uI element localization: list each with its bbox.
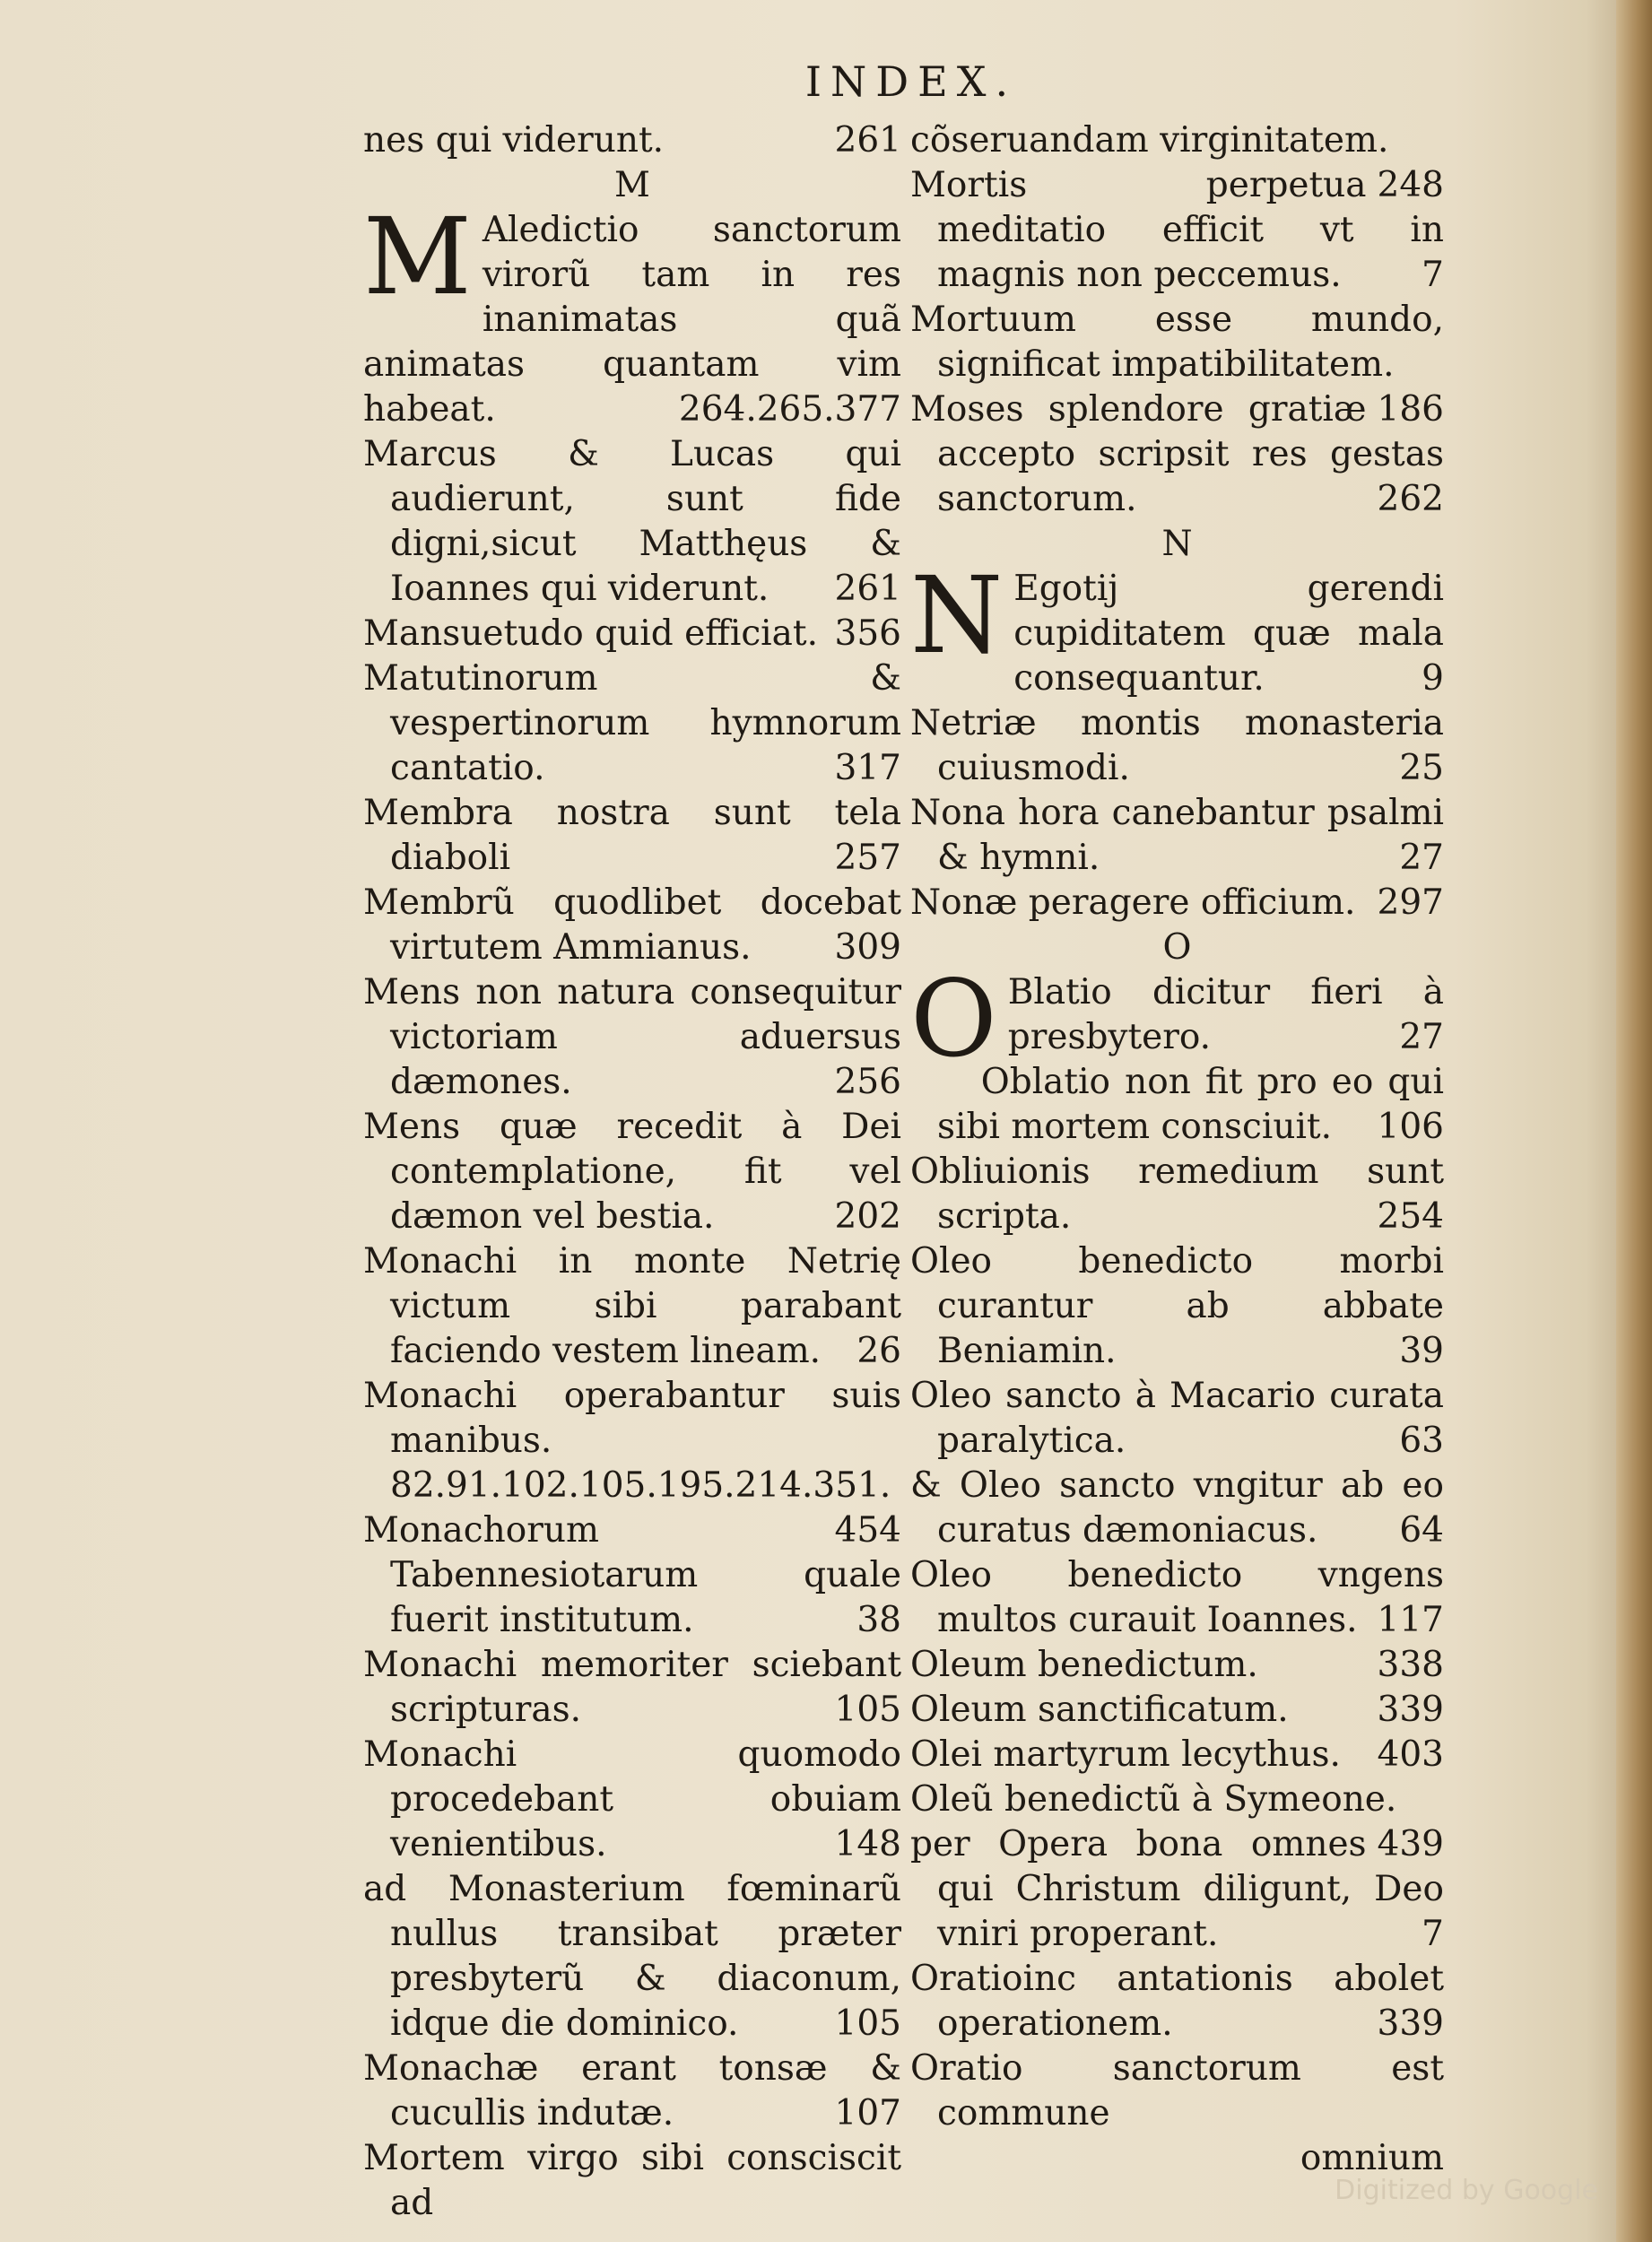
page-reference: 7: [1422, 255, 1444, 295]
index-entry: [363, 970, 901, 1105]
entry-text: Aledictio sanctorum virorũ tam in res inanimatas quã animatas quantam vim habeat.: [363, 210, 901, 430]
index-entry: [910, 1733, 1444, 1777]
entry-text: Oleum sanctificatum.: [910, 1690, 1289, 1730]
page-reference: 297: [1377, 882, 1444, 923]
page-reference: 186: [1377, 389, 1444, 430]
index-entry: [363, 1508, 901, 1643]
index-entry: [910, 1822, 1444, 1957]
index-entry: [363, 656, 901, 791]
page-reference: 117: [1377, 1600, 1444, 1640]
page-reference: 148: [834, 1824, 901, 1864]
page-reference: 9: [1422, 658, 1444, 699]
page-reference: 7: [1422, 1914, 1444, 1954]
entry-text: Blatio dicitur fieri à presbytero.: [1007, 972, 1444, 1057]
entry-text: Oratio sanctorum est commune: [910, 2048, 1444, 2133]
index-entry: [363, 881, 901, 970]
entry-text: Mansuetudo quid efficiat.: [363, 613, 818, 654]
page-reference: 107: [834, 2093, 901, 2133]
entry-text: Nonæ peragere officium.: [910, 882, 1356, 923]
entry-text: nes qui viderunt.: [363, 120, 665, 161]
index-entry: [910, 387, 1444, 522]
index-column-left: [363, 118, 901, 2223]
index-entry: [910, 1150, 1444, 1239]
index-entry: [363, 1643, 901, 1733]
index-entry: [910, 1553, 1444, 1643]
section-letter: M: [614, 165, 650, 205]
index-entry: [910, 163, 1444, 298]
entry-text: Oleo sancto à Macario curata paralytica.: [910, 1376, 1444, 1461]
section-letter: N: [1161, 524, 1193, 564]
index-entry: [910, 118, 1444, 205]
index-entry: [363, 1733, 901, 1867]
page-reference: 338: [1377, 1645, 1444, 1685]
page-reference: 105: [834, 1690, 901, 1730]
page-reference: 248: [1377, 165, 1444, 205]
entry-text: Moses splendore gratiæ accepto scripsit res gestas sanctorum.: [910, 389, 1444, 519]
book-spine: [1616, 0, 1652, 2242]
drop-cap: N: [910, 553, 1004, 677]
entry-text: Egotij gerendi cupiditatem quæ mala consequantur.: [1013, 569, 1444, 699]
index-entry: [363, 612, 901, 656]
entry-text: Monachi memoriter sciebant scripturas.: [363, 1645, 901, 1730]
index-entry: [910, 298, 1444, 430]
page-reference: 261: [834, 569, 901, 609]
entry-text: Marcus & Lucas qui audierunt, sunt fide digni,sicut Matthęus & Ioannes qui viderunt.: [363, 434, 901, 609]
index-entry: [910, 957, 1444, 1081]
index-entry: [910, 791, 1444, 881]
entry-text: Mens quæ recedit à Dei contemplatione, fit vel dæmon vel bestia.: [363, 1107, 901, 1237]
entry-text: per Opera bona omnes qui Christum diligunt, Deo vniri properant.: [910, 1824, 1444, 1954]
index-entry: [910, 1464, 1444, 1553]
entry-text: cõseruandam virginitatem.: [910, 120, 1389, 161]
entry-text: Monachorum Tabennesiotarum quale fuerit institutum.: [363, 1510, 901, 1640]
entry-text: Monachæ erant tonsæ & cucullis indutæ.: [363, 2048, 901, 2133]
page-reference: 439: [1377, 1824, 1444, 1864]
entry-text: Mortis perpetua meditatio efficit vt in magnis non peccemus.: [910, 165, 1444, 295]
entry-text: Nona hora canebantur psalmi & hymni.: [910, 793, 1444, 878]
page-reference: 309: [834, 927, 901, 968]
drop-cap: O: [910, 957, 997, 1081]
page-reference: 262: [1377, 479, 1444, 519]
entry-text: & Oleo sancto vngitur ab eo curatus dæmoniacus.: [910, 1465, 1444, 1551]
entry-text: Obliuionis remedium sunt scripta.: [910, 1151, 1444, 1237]
entry-text: Oleum benedictum.: [910, 1645, 1258, 1685]
index-entry: [363, 1867, 901, 2046]
entry-text: Oleo benedicto morbi curantur ab abbate Beniamin.: [910, 1241, 1444, 1371]
page-reference: 27: [1399, 838, 1444, 878]
digitized-watermark: Digitized by Google: [1335, 2175, 1598, 2206]
page-reference: 26: [856, 1331, 901, 1371]
page-reference: 25: [1399, 748, 1444, 788]
index-entry: [363, 1239, 901, 1374]
page-reference: 202: [834, 1196, 901, 1237]
index-entry: [363, 791, 901, 881]
index-entry: [910, 881, 1444, 925]
entry-text: Membrũ quodlibet docebat virtutem Ammianus.: [363, 882, 901, 968]
entry-text: Oratioinc antationis abolet operationem.: [910, 1959, 1444, 2044]
section-letter: O: [1162, 927, 1192, 968]
page-reference: 356: [834, 613, 901, 654]
index-column-right: [910, 118, 1444, 2178]
index-entry: [363, 118, 901, 163]
page-reference: 339: [1377, 1690, 1444, 1730]
index-entry: [910, 701, 1444, 791]
entry-text: Oleũ benedictũ à Symeone.: [910, 1779, 1397, 1820]
index-entry: [363, 2136, 901, 2226]
index-entry: [363, 1374, 901, 1551]
index-entry: [910, 2046, 1444, 2136]
page-reference: 339: [1377, 2003, 1444, 2044]
entry-text: Monachi quomodo procedebant obuiam venientibus.: [363, 1734, 901, 1864]
page-reference: 106: [1377, 1107, 1444, 1147]
index-entry: [363, 195, 901, 432]
entry-text: Matutinorum & vespertinorum hymnorum cantatio.: [363, 658, 901, 788]
page-reference: 39: [1399, 1331, 1444, 1371]
index-entry: [910, 1374, 1444, 1464]
entry-text: Mens non natura consequitur victoriam aduersus dæmones.: [363, 972, 901, 1102]
page-reference: 403: [1377, 1734, 1444, 1775]
page-reference: 317: [834, 748, 901, 788]
drop-cap: M: [363, 195, 472, 318]
page-title: INDEX.: [804, 57, 1018, 106]
entry-text: Mortem virgo sibi consciscit ad: [363, 2138, 901, 2223]
index-entry: [363, 2046, 901, 2136]
index-entry: [910, 1239, 1444, 1374]
index-entry: [910, 1957, 1444, 2046]
index-entry: [363, 1105, 901, 1239]
page-reference: 38: [856, 1600, 901, 1640]
entry-text: Monachi in monte Netrię victum sibi parabant faciendo vestem lineam.: [363, 1241, 901, 1371]
page-reference: 264.265.377: [678, 389, 901, 430]
page-reference: 63: [1399, 1421, 1444, 1461]
entry-text: Netriæ montis monasteria cuiusmodi.: [910, 703, 1444, 788]
index-entry: [910, 1777, 1444, 1864]
entry-text: Monachi operabantur suis manibus. 82.91.102.105.195.214.351.: [363, 1376, 901, 1506]
index-entry: [910, 1060, 1444, 1150]
page-reference: 105: [834, 2003, 901, 2044]
page-reference: 256: [834, 1062, 901, 1102]
index-entry: [910, 553, 1444, 701]
page-reference: 254: [1377, 1196, 1444, 1237]
page-reference: 27: [1399, 1017, 1444, 1057]
entry-text: Oblatio non fit pro eo qui sibi mortem consciuit.: [937, 1062, 1444, 1147]
entry-text: Oleo benedicto vngens multos curauit Ioannes.: [910, 1555, 1444, 1640]
catchword: omnium: [1300, 2138, 1444, 2178]
page-reference: 64: [1399, 1510, 1444, 1551]
page-reference: 257: [834, 838, 901, 878]
entry-text: ad Monasterium fœminarũ nullus transibat præter presbyterũ & diaconum, idque die dominico.: [363, 1869, 901, 2044]
index-entry: [363, 432, 901, 612]
entry-text: Membra nostra sunt tela diaboli: [363, 793, 901, 878]
page-reference: 454: [834, 1510, 901, 1551]
page-reference: 261: [834, 120, 901, 161]
entry-text: Mortuum esse mundo, significat impatibilitatem.: [910, 300, 1444, 385]
index-entry: [910, 1688, 1444, 1733]
index-entry: [910, 1643, 1444, 1688]
entry-text: Olei martyrum lecythus.: [910, 1734, 1341, 1775]
